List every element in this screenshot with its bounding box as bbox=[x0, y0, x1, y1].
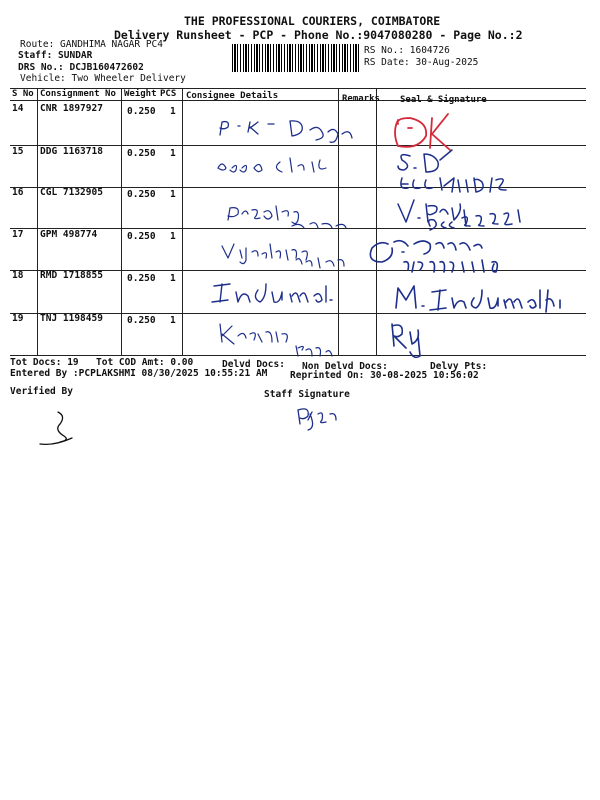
rs-number: RS No.: 1604726 bbox=[364, 45, 450, 56]
col-header-weight: Weight bbox=[124, 89, 157, 99]
consignee-signature-15 bbox=[218, 158, 326, 172]
staff-label: Staff: SUNDAR bbox=[18, 50, 93, 61]
tot-docs: Tot Docs: 19 bbox=[10, 357, 79, 368]
col-header-seal: Seal & Signature bbox=[400, 95, 487, 105]
col-header-pcs: PCS bbox=[160, 89, 177, 99]
consignee-signature-18 bbox=[212, 284, 332, 302]
route-label: Route: GANDHIMA NAGAR PC4 bbox=[20, 39, 163, 50]
reprinted-on: Reprinted On: 30-08-2025 10:56:02 bbox=[290, 370, 479, 381]
seal-mark-19 bbox=[392, 324, 420, 357]
consignee-signature-14 bbox=[220, 121, 352, 142]
staff-signature-ink bbox=[298, 409, 336, 430]
seal-mark-14 bbox=[395, 114, 450, 150]
drs-number: DRS No.: DCJB160472602 bbox=[18, 62, 144, 73]
non-delvd-docs: Non Delvd Docs: bbox=[302, 361, 388, 372]
consignee-signature-16 bbox=[228, 206, 346, 228]
col-header-consignment: Consignment No bbox=[40, 89, 116, 99]
seal-mark-17 bbox=[370, 241, 497, 272]
seal-mark-16 bbox=[398, 200, 520, 230]
staff-signature-label: Staff Signature bbox=[264, 389, 350, 400]
consignee-signature-19 bbox=[220, 324, 332, 356]
col-header-remarks: Remarks bbox=[342, 94, 380, 104]
company-name: THE PROFESSIONAL COURIERS, COIMBATORE bbox=[184, 14, 441, 28]
vehicle-label: Vehicle: Two Wheeler Delivery bbox=[20, 73, 186, 84]
col-header-sno: S No bbox=[12, 89, 34, 99]
runsheet-subtitle: Delivery Runsheet - PCP - Phone No.:9047080280 - Page No.:2 bbox=[114, 28, 523, 42]
delvd-docs: Delvd Docs: bbox=[222, 359, 285, 370]
rs-date: RS Date: 30-Aug-2025 bbox=[364, 57, 479, 68]
tot-cod-amt: Tot COD Amt: 0.00 bbox=[96, 357, 194, 368]
delvy-pts: Delvy Pts: bbox=[430, 361, 488, 372]
entered-by: Entered By :PCPLAKSHMI 08/30/2025 10:55:21 AM bbox=[10, 368, 268, 379]
verified-by-label: Verified By bbox=[10, 386, 73, 397]
col-header-consignee: Consignee Details bbox=[186, 91, 279, 101]
seal-mark-15 bbox=[398, 150, 506, 192]
seal-mark-18 bbox=[396, 286, 560, 312]
verified-signature bbox=[40, 412, 72, 444]
consignee-signature-17 bbox=[222, 244, 344, 268]
